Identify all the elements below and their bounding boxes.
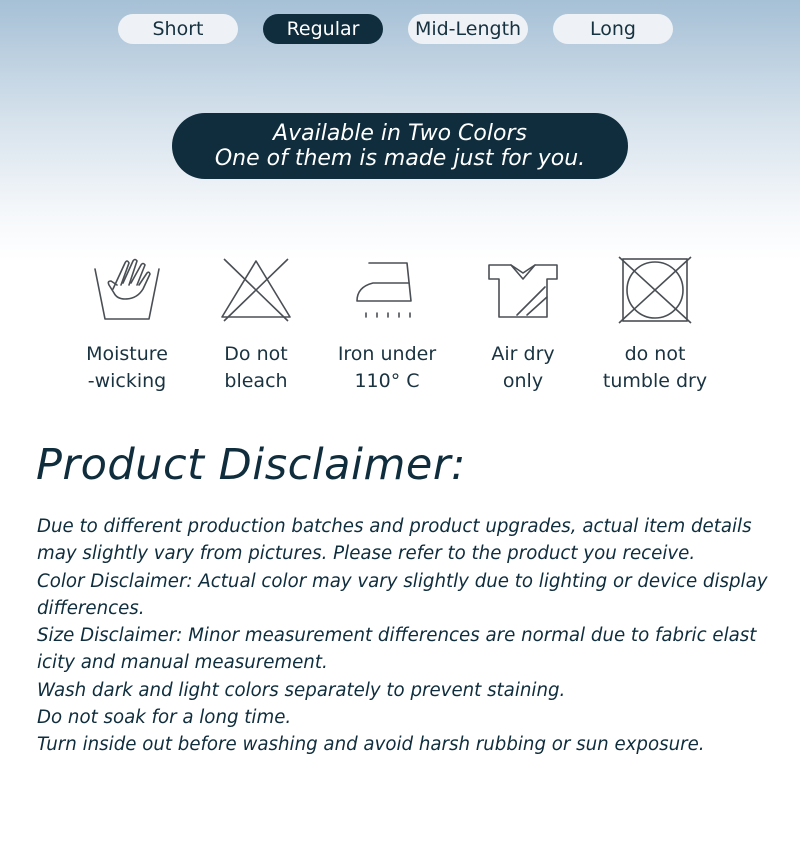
care-item-no-tumble-dry xyxy=(585,255,725,395)
banner-line-2: One of them is made just for you. xyxy=(214,146,586,171)
colors-banner xyxy=(172,113,628,179)
care-item-moisture-wicking xyxy=(57,255,197,395)
disclaimer-line: Wash dark and light colors separately to prevent staining. xyxy=(37,679,566,701)
no-bleach-icon xyxy=(216,255,296,325)
no-tumble-dry-icon xyxy=(615,255,695,325)
disclaimer-line: Due to different production batches and product upgrades, actual item details xyxy=(37,516,752,537)
banner-line-1: Available in Two Colors xyxy=(273,121,527,146)
care-label-air-dry: Air dry only xyxy=(491,343,555,392)
tab-regular[interactable]: Regular xyxy=(263,14,383,44)
disclaimer-line: Size Disclaimer: Minor measurement differences are normal due to fabric elast xyxy=(37,625,757,647)
disclaimer-line: Turn inside out before washing and avoid harsh rubbing or sun exposure. xyxy=(37,734,705,756)
care-label-moisture-wicking: Moisture -wicking xyxy=(86,343,168,392)
hand-wash-icon xyxy=(87,255,167,325)
tab-mid-length[interactable]: Mid-Length xyxy=(408,14,528,44)
disclaimer-line: differences. xyxy=(37,597,145,619)
tab-long[interactable]: Long xyxy=(553,14,673,44)
tab-short[interactable]: Short xyxy=(118,14,238,44)
disclaimer-line: Color Disclaimer: Actual color may vary slightly due to lighting or device display xyxy=(37,570,768,592)
disclaimer-line: Do not soak for a long time. xyxy=(37,707,292,729)
care-item-air-dry xyxy=(453,255,593,395)
disclaimer-body xyxy=(37,513,777,759)
care-item-no-bleach xyxy=(186,255,326,395)
iron-icon xyxy=(347,255,427,325)
disclaimer-line: may slightly vary from pictures. Please refer to the product you receive. xyxy=(37,543,696,565)
length-tabs xyxy=(118,14,673,44)
care-label-iron: Iron under 110° C xyxy=(337,343,437,392)
disclaimer-title: Product Disclaimer: xyxy=(36,440,466,490)
care-item-iron xyxy=(317,255,457,395)
care-label-no-bleach: Do not bleach xyxy=(224,343,288,392)
disclaimer-line: icity and manual measurement. xyxy=(37,652,328,674)
care-label-no-tumble-dry: do not tumble dry xyxy=(602,343,708,392)
air-dry-shirt-icon xyxy=(483,255,563,325)
